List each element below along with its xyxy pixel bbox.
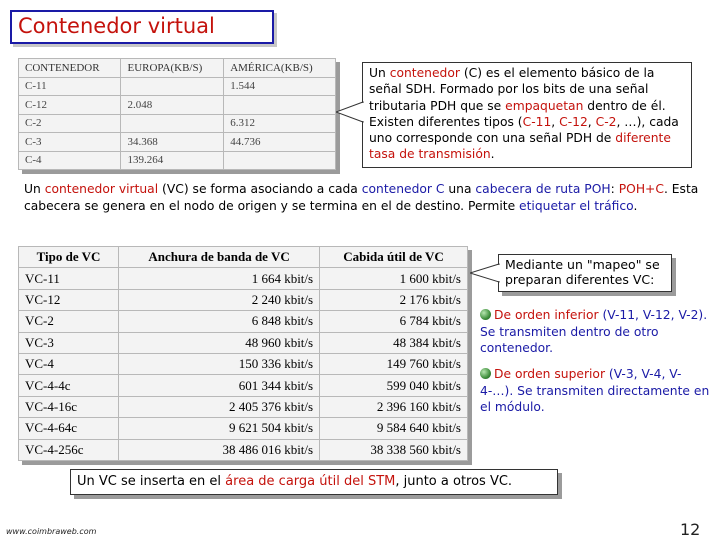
stm-insertion-box: [70, 469, 558, 495]
table-row: [19, 311, 468, 332]
highlight-term: área de carga útil del STM: [225, 474, 396, 489]
text-run: .: [633, 198, 638, 213]
text-run: (C) es el elemento básico de la señal SDH. Formado por los bits de una señal tributaria PDH que se: [369, 66, 655, 113]
table-cell: 9 621 504 kbit/s: [119, 418, 320, 439]
highlight-term: etiquetar el tráfico: [519, 198, 634, 213]
table-header-cell: Anchura de banda de VC: [119, 247, 320, 268]
table-cell: 44.736: [224, 133, 336, 152]
container-rate-table: [18, 58, 336, 170]
table-cell: 2 240 kbit/s: [119, 289, 320, 310]
footer-url: www.coimbraweb.com: [6, 527, 97, 536]
table-header-cell: CONTENEDOR: [19, 59, 121, 78]
highlight-term: contenedor C: [361, 182, 445, 196]
table-cell: 2 405 376 kbit/s: [119, 396, 320, 417]
table-cell: VC-4-4c: [19, 375, 119, 396]
page-number: 12: [680, 520, 701, 539]
table-cell: 6 784 kbit/s: [320, 311, 468, 332]
highlight-term: C-2: [595, 114, 617, 129]
table-cell: [121, 114, 224, 133]
table-cell: 2 176 kbit/s: [320, 289, 468, 310]
table-row: [19, 77, 336, 96]
mapeo-callout-box: [498, 254, 672, 292]
text-run: Un: [369, 66, 390, 80]
table-row: [19, 151, 336, 170]
table-row: [19, 289, 468, 310]
highlight-term: empaquetan: [505, 98, 584, 113]
table-cell: VC-4: [19, 353, 119, 374]
table-cell: VC-3: [19, 332, 119, 353]
highlight-term: C-11: [522, 114, 552, 129]
title-box: [10, 10, 274, 44]
table-cell: VC-12: [19, 289, 119, 310]
highlight-term: C-12: [559, 114, 588, 129]
table-cell: VC-2: [19, 311, 119, 332]
vc-bandwidth-table: [18, 246, 468, 461]
table-cell: C-3: [19, 133, 121, 152]
text-run: :: [610, 182, 619, 196]
text-run: Un VC se inserta en el: [77, 474, 226, 489]
table-row: [19, 353, 468, 374]
table-cell: 2 396 160 kbit/s: [320, 396, 468, 417]
highlight-term: cabecera de ruta POH: [475, 182, 611, 196]
table-cell: C-2: [19, 114, 121, 133]
slide-title: Contenedor virtual: [18, 14, 215, 38]
table-cell: 1 664 kbit/s: [119, 268, 320, 289]
table-cell: 6.312: [224, 114, 336, 133]
table-cell: 139.264: [121, 151, 224, 170]
highlight-term: De orden inferior: [494, 308, 599, 322]
bullet-icon: [480, 368, 491, 379]
table-cell: VC-4-64c: [19, 418, 119, 439]
callout-pointer: [336, 100, 364, 124]
table-cell: 9 584 640 kbit/s: [320, 418, 468, 439]
text-run: ,: [587, 114, 596, 129]
table-header-cell: Tipo de VC: [19, 247, 119, 268]
table-cell: [121, 77, 224, 96]
table-row: [19, 375, 468, 396]
table-header-cell: AMÉRICA(KB/S): [224, 59, 336, 78]
bullet-text: (V-3, V-4, V-4-…). Se transmiten directamente en el módulo.: [480, 367, 710, 414]
highlight-term: De orden superior: [494, 367, 606, 381]
highlight-term: diferente tasa de transmisión: [369, 131, 671, 162]
text-run: .: [490, 147, 495, 162]
text-run: , …), cada uno corresponde con una señal PDH de: [369, 114, 679, 146]
table-cell: VC-4-256c: [19, 439, 119, 460]
table-cell: 601 344 kbit/s: [119, 375, 320, 396]
table-cell: 1.544: [224, 77, 336, 96]
table-row: [19, 396, 468, 417]
highlight-term: POH+C: [618, 182, 664, 196]
table-cell: C-4: [19, 151, 121, 170]
table-cell: 1 600 kbit/s: [320, 268, 468, 289]
table-cell: [224, 96, 336, 115]
table-row: [19, 114, 336, 133]
table-row: [19, 418, 468, 439]
table-row: [19, 96, 336, 115]
table-cell: 38 338 560 kbit/s: [320, 439, 468, 460]
table-cell: 599 040 kbit/s: [320, 375, 468, 396]
text-run: ,: [551, 114, 560, 129]
text-run: una: [444, 182, 476, 196]
table-row: [19, 133, 336, 152]
text-run: (VC) se forma asociando a cada: [158, 182, 362, 196]
text-run: , junto a otros VC.: [395, 474, 513, 489]
container-description-box: [362, 62, 692, 168]
table-cell: 48 384 kbit/s: [320, 332, 468, 353]
table-cell: C-11: [19, 77, 121, 96]
table-header-cell: EUROPA(KB/S): [121, 59, 224, 78]
bullet-text: (V-11, V-12, V-2). Se transmiten dentro de otro contenedor.: [480, 308, 708, 355]
table-cell: 149 760 kbit/s: [320, 353, 468, 374]
mapeo-text: Mediante un "mapeo" se preparan diferentes VC:: [505, 257, 660, 287]
text-run: dentro de él. Existen diferentes tipos (: [369, 98, 666, 129]
table-cell: C-12: [19, 96, 121, 115]
text-run: . Esta cabecera se genera en el nodo de origen y se termina en el de destino. Permite: [24, 182, 699, 213]
text-run: Un: [24, 182, 45, 196]
vc-definition-paragraph: [24, 181, 700, 214]
table-cell: 38 486 016 kbit/s: [119, 439, 320, 460]
table-row: [19, 439, 468, 460]
table-header-row: [19, 247, 468, 268]
table-row: [19, 268, 468, 289]
highlight-term: contenedor virtual: [44, 182, 159, 196]
table-row: [19, 332, 468, 353]
table-header-row: [19, 59, 336, 78]
bullet-icon: [480, 309, 491, 320]
table-cell: VC-11: [19, 268, 119, 289]
bullet-higher-order: [480, 366, 710, 416]
table-cell: 2.048: [121, 96, 224, 115]
table-header-cell: Cabida útil de VC: [320, 247, 468, 268]
bullet-lower-order: [480, 307, 710, 357]
table-cell: 48 960 kbit/s: [119, 332, 320, 353]
table-cell: 6 848 kbit/s: [119, 311, 320, 332]
callout-pointer: [470, 262, 500, 284]
table-cell: 150 336 kbit/s: [119, 353, 320, 374]
table-cell: [224, 151, 336, 170]
table-cell: 34.368: [121, 133, 224, 152]
highlight-term: contenedor: [389, 66, 460, 80]
table-cell: VC-4-16c: [19, 396, 119, 417]
